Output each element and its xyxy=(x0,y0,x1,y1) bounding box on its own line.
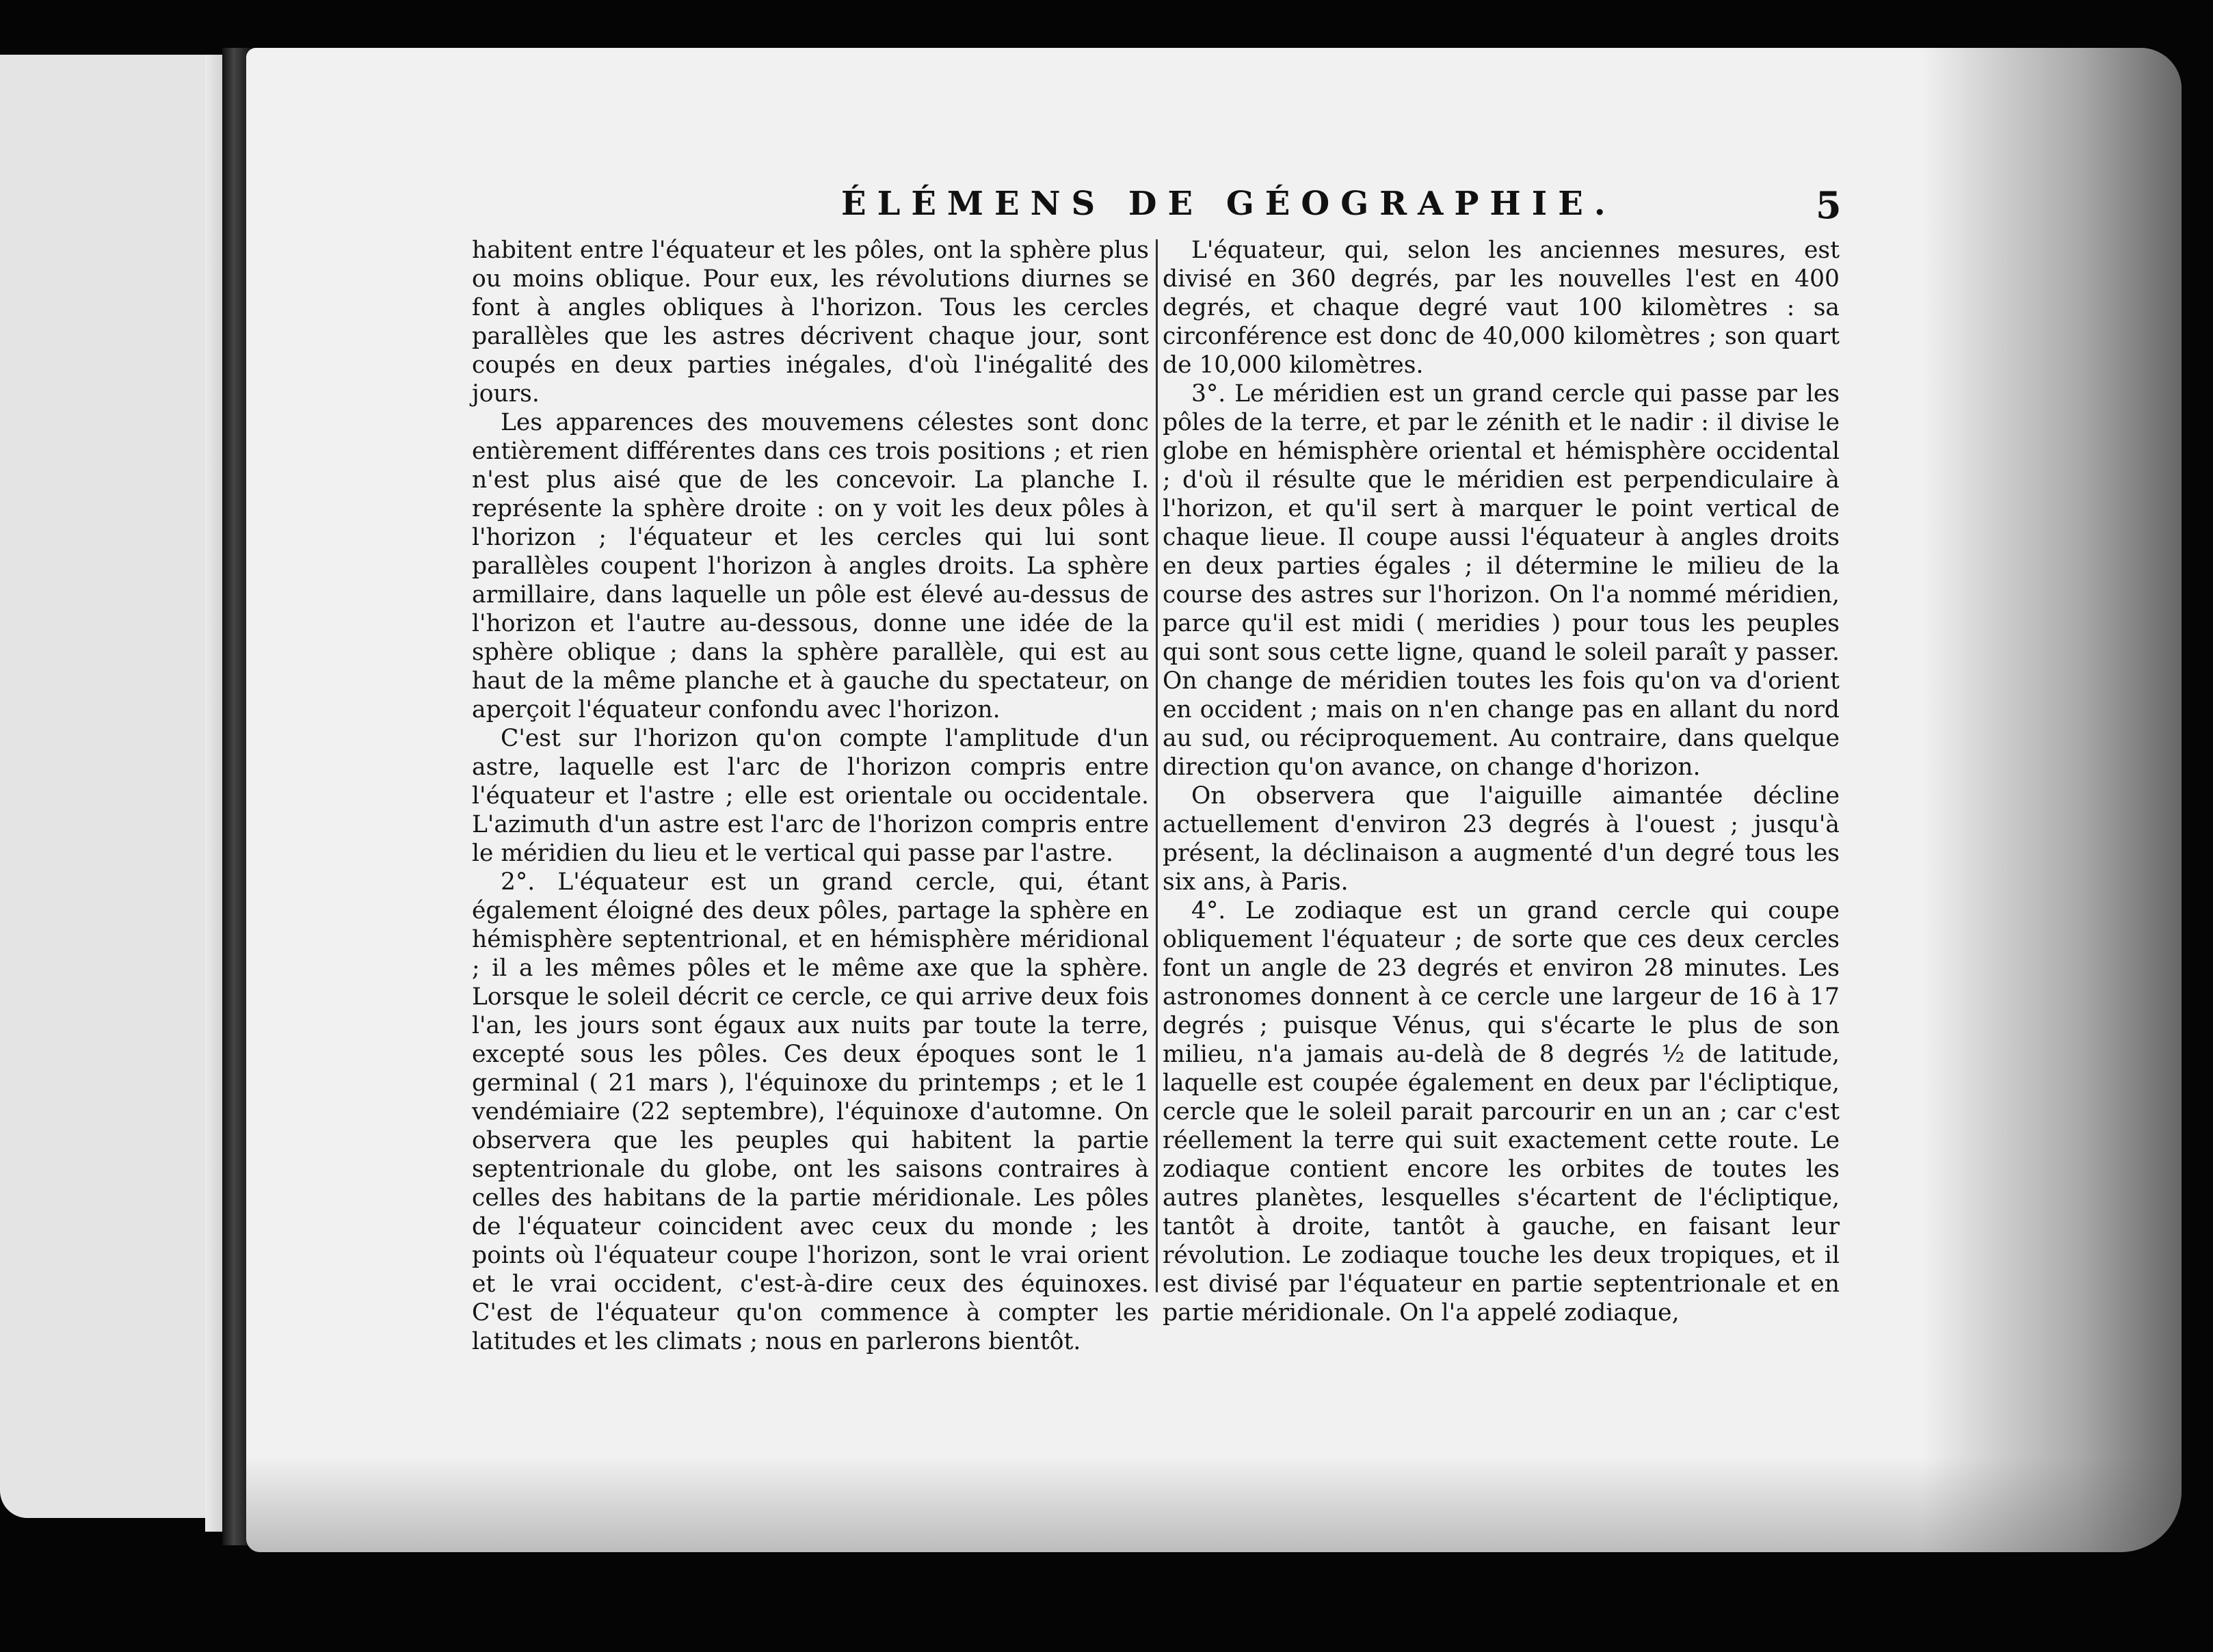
paragraph: habitent entre l'équateur et les pôles, ont la sphère plus ou moins oblique. Pour eux, les révolutions diurnes se font à angles obliques à l'horizon. Tous les cercles parallèles que les astres décrivent chaque jour, sont coupés en deux parties inégales, d'où l'inégalité des jours. xyxy=(472,237,1149,408)
text-column-right xyxy=(1163,236,1840,1327)
left-page-edge xyxy=(0,55,226,1518)
page-number: 5 xyxy=(1816,183,1842,227)
page-bottom-wear xyxy=(246,1456,2182,1552)
paragraph: Les apparences des mouvemens célestes sont donc entièrement différentes dans ces trois positions ; et rien n'est plus aisé que de les concevoir. La planche I. représente la sphère droite : on y voit les deux pôles à l'horizon ; l'équateur et les cercles qui lui sont parallèles coupent l'horizon à angles droits. La sphère armillaire, dans laquelle un pôle est élevé au-dessus de l'horizon et l'autre au-dessous, donne une idée de la sphère oblique ; dans la sphère parallèle, qui est au haut de la même planche et à gauche du spectateur, on aperçoit l'équateur confondu avec l'horizon. xyxy=(472,409,1149,723)
paragraph: L'équateur, qui, selon les anciennes mesures, est divisé en 360 degrés, par les nouvelles l'est en 400 degrés, et chaque degré vaut 100 kilomètres : sa circonférence est donc de 40,000 kilomètres ; son quart de 10,000 kilomètres. xyxy=(1163,237,1840,379)
paragraph: 4°. Le zodiaque est un grand cercle qui coupe obliquement l'équateur ; de sorte que ces deux cercles font un angle de 23 degrés et environ 28 minutes. Les astronomes donnent à ce cercle une largeur de 16 à 17 degrés ; puisque Vénus, qui s'écarte le plus de son milieu, n'a jamais au-delà de 8 degrés ½ de latitude, laquelle est coupée également en deux par l'écliptique, cercle que le soleil parait parcourir en un an ; car c'est réellement la terre qui suit exactement cette route. Le zodiaque contient encore les orbites de toutes les autres planètes, lesquelles s'écartent de l'écliptique, tantôt à droite, tantôt à gauche, en faisant leur révolution. Le zodiaque touche les deux tropiques, et il est divisé par l'équateur en partie septentrionale et en partie méridionale. On l'a appelé zodiaque, xyxy=(1163,897,1840,1327)
paragraph: 3°. Le méridien est un grand cercle qui passe par les pôles de la terre, et par le zénith et le nadir : il divise le globe en hémisphère oriental et hémisphère occidental ; d'où il résulte que le méridien est perpendiculaire à l'horizon, et qu'il sert à marquer le point vertical de chaque lieue. Il coupe aussi l'équateur à angles droits en deux parties égales ; il détermine le milieu de la course des astres sur l'horizon. On l'a nommé méridien, parce qu'il est midi ( meridies ) pour tous les peuples qui sont sous cette ligne, quand le soleil paraît y passer. On change de méridien toutes les fois qu'on va d'orient en occident ; mais on n'en change pas en allant du nord au sud, ou réciproquement. Au contraire, dans quelque direction qu'on avance, on change d'horizon. xyxy=(1163,380,1840,781)
page-edge-shadow xyxy=(1922,48,2182,1552)
running-title: ÉLÉMENS DE GÉOGRAPHIE. xyxy=(841,185,1617,223)
text-column-left xyxy=(472,236,1149,1355)
column-divider xyxy=(1156,239,1158,1292)
paragraph: On observera que l'aiguille aimantée décline actuellement d'environ 23 degrés à l'ouest ; jusqu'à présent, la déclinaison a augmenté d'un degré tous les six ans, à Paris. xyxy=(1163,782,1840,896)
paragraph: C'est sur l'horizon qu'on compte l'amplitude d'un astre, laquelle est l'arc de l'horizon compris entre l'équateur et l'astre ; elle est orientale ou occidentale. L'azimuth d'un astre est l'arc de l'horizon compris entre le méridien du lieu et le vertical qui passe par l'astre. xyxy=(472,725,1149,867)
paragraph: 2°. L'équateur est un grand cercle, qui, étant également éloigné des deux pôles, partage la sphère en hémisphère septentrional, et en hémisphère méridional ; il a les mêmes pôles et le même axe que la sphère. Lorsque le soleil décrit ce cercle, ce qui arrive deux fois l'an, les jours sont égaux aux nuits par toute la terre, excepté sous les pôles. Ces deux époques sont le 1 germinal ( 21 mars ), l'équinoxe du printemps ; et le 1 vendémiaire (22 septembre), l'équinoxe d'automne. On observera que les peuples qui habitent la partie septentrionale du globe, ont les saisons contraires à celles des habitans de la partie méridionale. Les pôles de l'équateur coincident avec ceux du monde ; les points où l'équateur coupe l'horizon, sont le vrai orient et le vrai occident, c'est-à-dire ceux des équinoxes. C'est de l'équateur qu'on commence à compter les latitudes et les climats ; nous en parlerons bientôt. xyxy=(472,868,1149,1355)
